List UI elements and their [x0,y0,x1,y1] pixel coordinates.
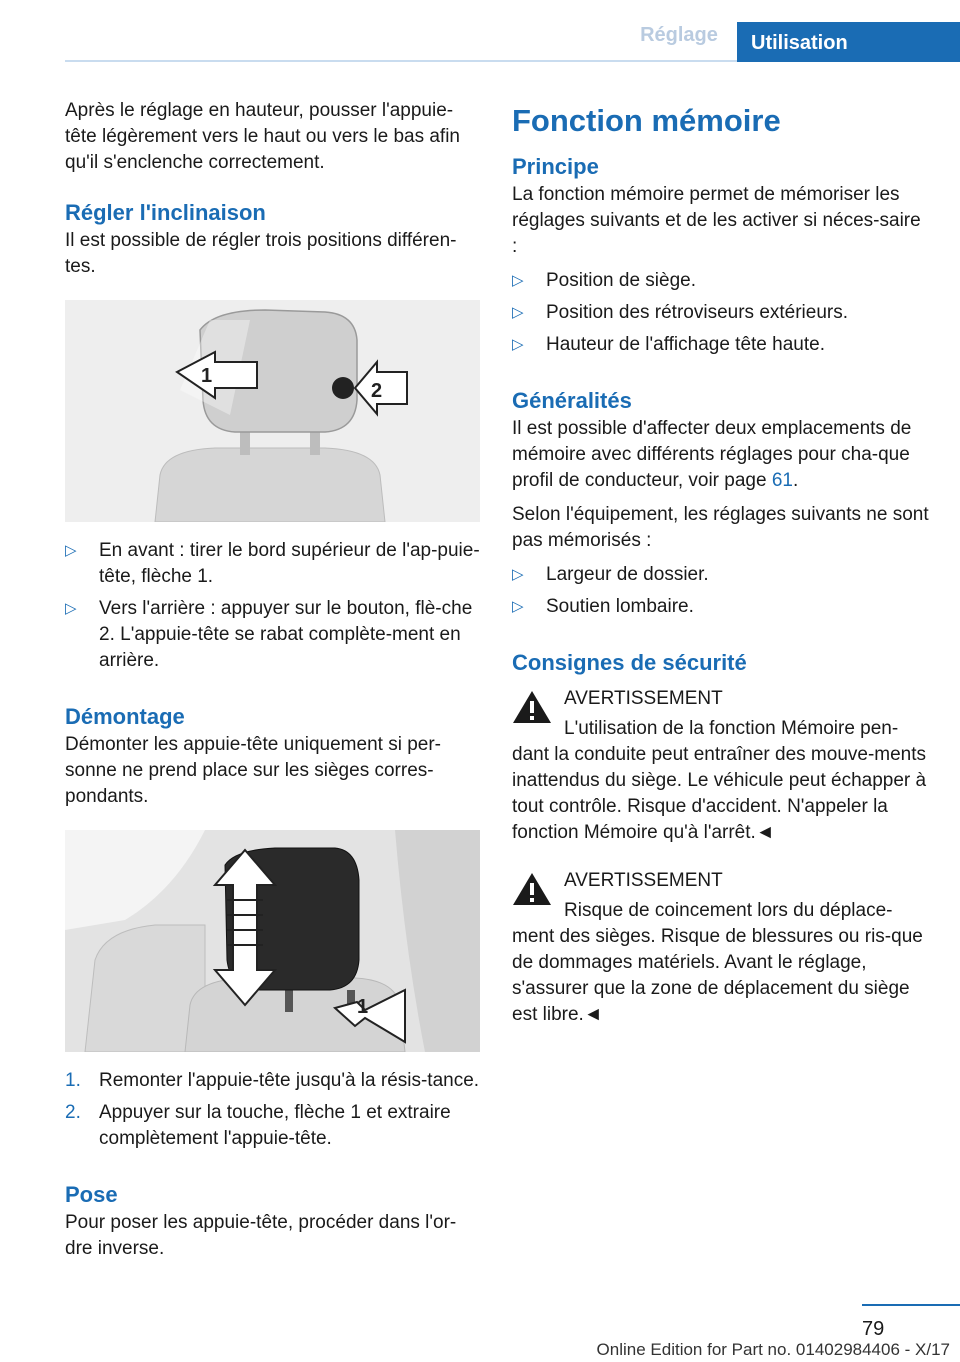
figure1-callout-1: 1 [201,365,213,387]
install-heading: Pose [65,1182,118,1207]
list-item: ▷ Position de siège. [512,268,930,294]
headrest-removal-illustration [65,830,480,1052]
principle-heading: Principe [512,154,599,179]
page-link[interactable]: 61 [771,470,793,491]
warning-triangle-icon [512,690,552,724]
warning-1-text: L'utilisation de la fonction Mémoire pen-dant la conduite peut entraîner des mouve-ments inattendus du siège. Le véhicule peut échapper à tout contrôle. Risque d'accident. N'appeler la fonction Mémoire qu'à l'arrêt.◄ [512,718,927,843]
footer-rule [862,1304,960,1306]
edition-footer: Online Edition for Part no. 01402984406 - X/17 [596,1340,950,1359]
principle-paragraph: La fonction mémoire permet de mémoriser les réglages suivants et de les activer si néces-saire : [512,184,921,257]
triangle-bullet-icon: ▷ [512,336,524,353]
triangle-bullet-icon: ▷ [65,542,77,559]
triangle-bullet-icon: ▷ [512,304,524,321]
tilt-bullet-list [65,538,480,674]
right-column [512,98,930,1028]
general-heading: Généralités [512,388,632,413]
warning-block-1 [512,686,930,712]
general-paragraph: Il est possible d'affecter deux emplacements de mémoire avec différents réglages pour cha-que profil de conducteur, voir page 61. [512,418,912,491]
warning-block-2 [512,868,930,894]
intro-paragraph: Après le réglage en hauteur, pousser l'appuie-tête légèrement vers le haut ou vers le bas afin qu'il s'enclenche correctement. [65,100,461,173]
figure1-callout-2: 2 [371,380,383,402]
page-number: 79 [862,1318,885,1340]
headrest-removal-figure [65,830,480,1052]
figure2-callout-1: 1 [357,996,369,1018]
section-title: Fonction mémoire [512,103,781,138]
tab-reglage[interactable]: Réglage [640,24,718,46]
install-paragraph: Pour poser les appuie-tête, procéder dans l'or-dre inverse. [65,1212,457,1259]
tilt-paragraph: Il est possible de régler trois positions différen-tes. [65,230,457,277]
equipment-paragraph: Selon l'équipement, les réglages suivants ne sont pas mémorisés : [512,504,929,551]
list-item: ▷ Largeur de dossier. [512,562,930,588]
list-item: ▷ Position des rétroviseurs extérieurs. [512,300,930,326]
list-item: ▷ Vers l'arrière : appuyer sur le bouton, flè-che 2. L'appuie-tête se rabat complète-ment en arrière. [65,598,473,671]
headrest-tilt-illustration [65,300,480,522]
list-item: ▷ Hauteur de l'affichage tête haute. [512,332,930,358]
tilt-heading: Régler l'inclinaison [65,200,266,225]
principle-bullet-list [512,268,930,358]
safety-heading: Consignes de sécurité [512,650,747,675]
equipment-bullet-list [512,562,930,620]
triangle-bullet-icon: ▷ [512,566,524,583]
removal-heading: Démontage [65,704,185,729]
warning-2-title: AVERTISSEMENT [564,870,723,891]
triangle-bullet-icon: ▷ [512,272,524,289]
warning-2-text: Risque de coincement lors du déplace-ment des sièges. Risque de blessures ou ris-que de dommages matériels. Avant le réglage, s'assurer que la zone de déplacement du siège est libre.◄ [512,900,923,1025]
removal-paragraph: Démonter les appuie-tête uniquement si per-sonne ne prend place sur les sièges corres-pondants. [65,734,441,807]
list-item: 1. Remonter l'appuie-tête jusqu'à la résis-tance. [65,1070,480,1091]
triangle-bullet-icon: ▷ [512,598,524,615]
triangle-bullet-icon: ▷ [65,600,77,617]
tab-utilisation[interactable]: Utilisation [737,22,960,62]
headrest-tilt-figure [65,300,480,522]
removal-steps-list [65,1068,480,1152]
left-column [65,98,480,1262]
warning-1-title: AVERTISSEMENT [564,688,723,709]
warning-triangle-icon [512,872,552,906]
list-item: ▷ En avant : tirer le bord supérieur de l'ap-puie-tête, flèche 1. [65,540,480,587]
list-item: ▷ Soutien lombaire. [512,594,930,620]
list-item: 2. Appuyer sur la touche, flèche 1 et extraire complètement l'appuie-tête. [65,1102,451,1149]
